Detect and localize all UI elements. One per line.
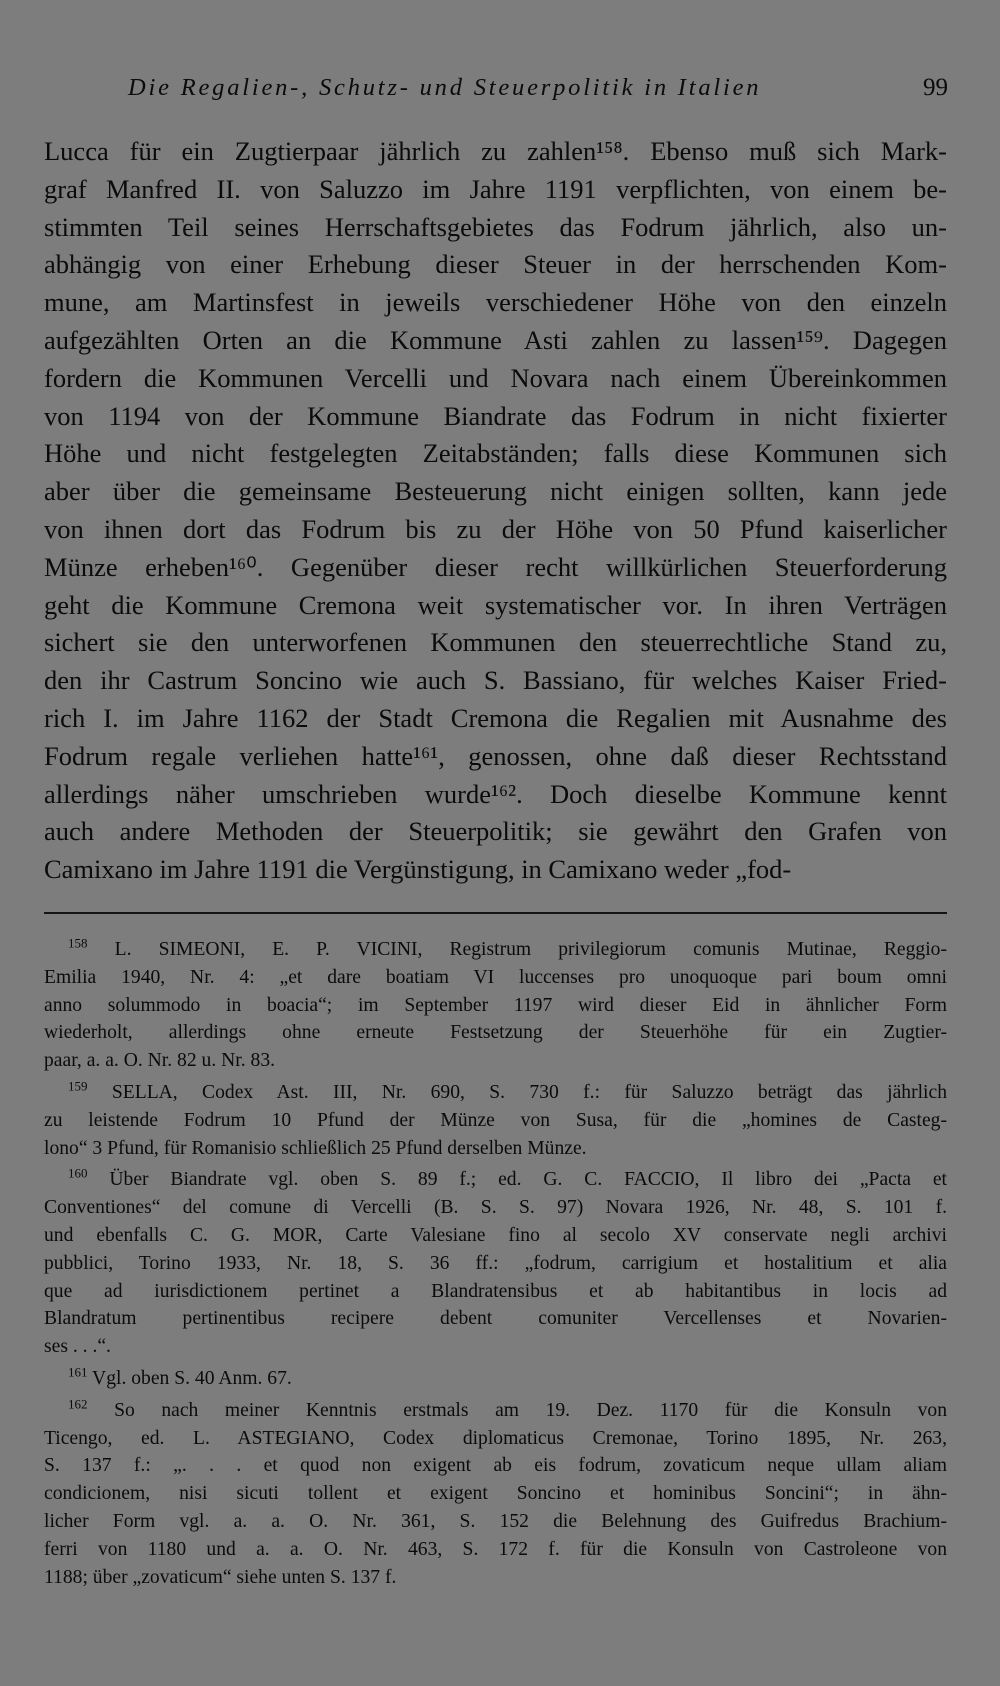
running-title: Die Regalien-, Schutz- und Steuerpolitik in Italien: [128, 74, 762, 101]
footnote-160: [44, 1166, 947, 1361]
footnote-line: condicionem, nisi sicuti tollent et exigent Soncino et hominibus Soncini“; in ähn-: [44, 1483, 947, 1505]
footnote-line: Emilia 1940, Nr. 4: „et dare boatiam VI luccenses pro unoquoque pari boum omni: [44, 966, 947, 988]
text-line: Camixano im Jahre 1191 die Vergünstigung, in Camixano weder „fod-: [44, 854, 792, 885]
footnote-161: [44, 1365, 947, 1393]
footnote-number: 159: [68, 1078, 88, 1094]
footnote-first-line: [44, 1166, 947, 1194]
footnote-number: 161: [68, 1364, 88, 1380]
footnote-line: lono“ 3 Pfund, für Romanisio schließlich 25 Pfund derselben Münze.: [44, 1137, 587, 1159]
footnote-158: [44, 936, 947, 1075]
text-line: auch andere Methoden der Steuerpolitik; sie gewährt den Grafen von: [44, 816, 947, 847]
page-number: 99: [923, 74, 948, 101]
footnote-text: Über Biandrate vgl. oben S. 89 f.; ed. G. C. FACCIO, Il libro dei „Pacta et: [109, 1169, 947, 1191]
text-line: Münze erheben¹⁶⁰. Gegenüber dieser recht willkürlichen Steuerforderung: [44, 551, 947, 582]
text-line: abhängig von einer Erhebung dieser Steuer in der herrschenden Kom-: [44, 249, 947, 280]
text-line: von 1194 von der Kommune Biandrate das Fodrum in nicht fixierter: [44, 400, 947, 431]
text-line: Fodrum regale verliehen hatte¹⁶¹, genossen, ohne daß dieser Rechtsstand: [44, 740, 947, 771]
text-line: aber über die gemeinsame Besteuerung nicht einigen sollten, kann jede: [44, 476, 947, 507]
main-text: [44, 133, 947, 889]
text-line: stimmten Teil seines Herrschaftsgebietes das Fodrum jährlich, also un-: [44, 211, 947, 242]
footnote-text: Vgl. oben S. 40 Anm. 67.: [92, 1367, 292, 1389]
footnote-line: S. 137 f.: „. . . et quod non exigent ab eis fodrum, zovaticum neque ullam aliam: [44, 1455, 947, 1477]
footnote-line: Ticengo, ed. L. ASTEGIANO, Codex diplomaticus Cremonae, Torino 1895, Nr. 263,: [44, 1427, 947, 1449]
running-header: [128, 74, 948, 114]
footnote-line: ferri von 1180 und a. a. O. Nr. 463, S. 172 f. für die Konsuln von Castroleone von: [44, 1538, 947, 1560]
footnote-159: [44, 1079, 947, 1162]
text-line: sichert sie den unterworfenen Kommunen den steuerrechtliche Stand zu,: [44, 627, 947, 658]
footnote-162: [44, 1397, 947, 1592]
text-line: aufgezählten Orten an die Kommune Asti zahlen zu lassen¹⁵⁹. Dagegen: [44, 324, 947, 355]
footnote-text: SELLA, Codex Ast. III, Nr. 690, S. 730 f.: für Saluzzo beträgt das jährlich: [111, 1081, 947, 1103]
text-line: rich I. im Jahre 1162 der Stadt Cremona die Regalien mit Ausnahme des: [44, 702, 947, 733]
text-line: den ihr Castrum Soncino wie auch S. Bassiano, für welches Kaiser Fried-: [44, 665, 947, 696]
text-line: Höhe und nicht festgelegten Zeitabständen; falls diese Kommunen sich: [44, 438, 947, 469]
footnote-line: que ad iurisdictionem pertinet a Blandratensibus et ab habitantibus in locis ad: [44, 1280, 947, 1302]
footnote-text: So nach meiner Kenntnis erstmals am 19. Dez. 1170 für die Konsuln von: [114, 1399, 947, 1421]
footnote-first-line: [44, 1079, 947, 1107]
footnotes: [44, 936, 947, 1591]
text-line: Lucca für ein Zugtierpaar jährlich zu zahlen¹⁵⁸. Ebenso muß sich Mark-: [44, 136, 947, 166]
footnote-line: Conventiones“ del comune di Vercelli (B. S. S. 97) Novara 1926, Nr. 48, S. 101 f.: [44, 1197, 947, 1219]
footnote-line: Blandratum pertinentibus recipere debent comuniter Vercellenses et Novarien-: [44, 1308, 947, 1330]
footnote-line: pubblici, Torino 1933, Nr. 18, S. 36 ff.: „fodrum, carrigium et hostalitium et alia: [44, 1252, 947, 1274]
footnote-line: wiederholt, allerdings ohne erneute Festsetzung der Steuerhöhe für ein Zugtier-: [44, 1022, 947, 1044]
footnote-line: und ebenfalls C. G. MOR, Carte Valesiane fino al secolo XV conservate negli archivi: [44, 1224, 947, 1246]
footnote-line: 1188; über „zovaticum“ siehe unten S. 137 f.: [44, 1566, 397, 1588]
footnote-first-line: [44, 1365, 947, 1393]
footnote-line: ses . . .“.: [44, 1336, 111, 1358]
text-line: graf Manfred II. von Saluzzo im Jahre 1191 verpflichten, von einem be-: [44, 173, 947, 204]
footnote-first-line: [44, 936, 947, 964]
footnote-number: 158: [68, 935, 88, 951]
text-line: allerdings näher umschrieben wurde¹⁶². Doch dieselbe Kommune kennt: [44, 778, 947, 809]
footnote-first-line: [44, 1397, 947, 1425]
footnote-line: paar, a. a. O. Nr. 82 u. Nr. 83.: [44, 1050, 276, 1072]
footnote-line: zu leistende Fodrum 10 Pfund der Münze von Susa, für die „homines de Casteg-: [44, 1109, 947, 1131]
footnote-line: licher Form vgl. a. a. O. Nr. 361, S. 152 die Belehnung des Guifredus Brachium-: [44, 1510, 947, 1532]
footnote-number: 160: [68, 1165, 88, 1181]
text-line: geht die Kommune Cremona weit systematischer vor. In ihren Verträgen: [44, 589, 947, 620]
footnote-text: L. SIMEONI, E. P. VICINI, Registrum privilegiorum comunis Mutinae, Reggio-: [114, 939, 947, 960]
footnote-line: anno solummodo in boacia“; im September 1197 wird dieser Eid in ähnlicher Form: [44, 994, 947, 1016]
text-line: fordern die Kommunen Vercelli und Novara nach einem Übereinkommen: [44, 362, 947, 393]
footnote-number: 162: [68, 1396, 88, 1412]
footnote-separator: [44, 912, 947, 914]
text-line: mune, am Martinsfest in jeweils verschiedener Höhe von den einzeln: [44, 287, 947, 318]
text-line: von ihnen dort das Fodrum bis zu der Höhe von 50 Pfund kaiserlicher: [44, 513, 947, 544]
